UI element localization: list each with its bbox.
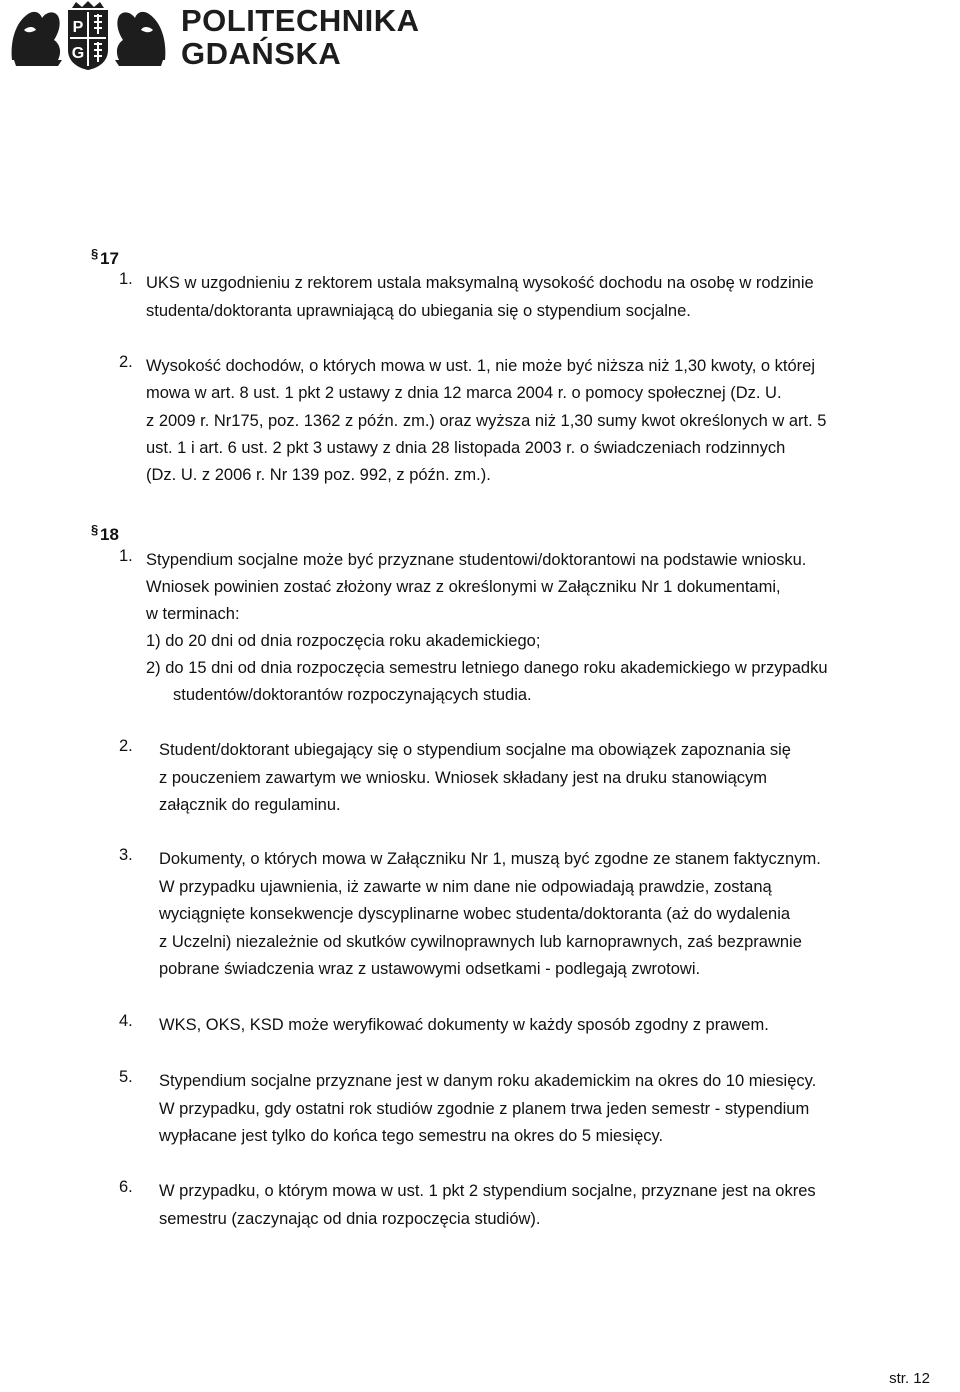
shield-letter-g: G xyxy=(71,45,85,62)
item-number: 2. xyxy=(119,353,133,371)
logo-line-1: POLITECHNIKA xyxy=(181,3,420,38)
item-number: 2. xyxy=(119,737,133,755)
university-logo xyxy=(6,0,426,80)
section-number: 18 xyxy=(100,525,119,544)
item-text: Wysokość dochodów, o których mowa w ust. 1, nie może być niższa niż 1,30 kwoty, o której mowa w art. 8 ust. 1 pkt 2 ustawy z dnia 12 marca 2004 r. o pomocy społecznej (Dz. U. z 2009 r. Nr175, poz. 1362 z późn. zm.) oraz wyższa niż 1,30 sumy kwot określonych w art. 5 ust. 1 i art. 6 ust. 2 pkt 3 ustawy z dnia 28 listopada 2003 r. o świadczeniach rodzinnych (Dz. U. z 2006 r. Nr 139 poz. 992, z późn. zm.). xyxy=(146,357,827,485)
item-text: WKS, OKS, KSD może weryfikować dokumenty w każdy sposób zgodny z prawem. xyxy=(159,1016,769,1034)
crest-emblem-icon xyxy=(6,0,171,72)
section-symbol: § xyxy=(91,246,99,261)
logo-line-2: GDAŃSKA xyxy=(181,36,342,71)
subitem-1: 1) do 20 dni od dnia rozpoczęcia roku akademickiego; xyxy=(146,632,541,650)
item-text: Stypendium socjalne przyznane jest w danym roku akademickim na okres do 10 miesięcy. W przypadku, gdy ostatni rok studiów zgodnie z planem trwa jeden semestr - stypendium wypłacane jest tylko do końca tego semestru na okres do 5 miesięcy. xyxy=(159,1072,817,1145)
subitem-2: 2) do 15 dni od dnia rozpoczęcia semestru letniego danego roku akademickiego w przypadku xyxy=(146,659,828,677)
page-number: str. 12 xyxy=(889,1370,930,1387)
subitem-2-continuation: studentów/doktorantów rozpoczynających studia. xyxy=(173,686,532,704)
item-text: Dokumenty, o których mowa w Załączniku Nr 1, muszą być zgodne ze stanem faktycznym. W przypadku ujawnienia, iż zawarte w nim dane nie odpowiadają prawdzie, zostaną wyciągnięte konsekwencje dyscyplinarne wobec studenta/doktoranta (aż do wydalenia z Uczelni) niezależnie od skutków cywilnoprawnych lub karnoprawnych, zaś bezprawnie pobrane świadczenia wraz z ustawowymi odsetkami - podlegają zwrotowi. xyxy=(159,850,821,978)
item-text: Student/doktorant ubiegający się o stypendium socjalne ma obowiązek zapoznania się z pouczeniem zawartym we wniosku. Wniosek składany jest na druku stanowiącym załącznik do regulaminu. xyxy=(159,741,791,814)
item-number: 4. xyxy=(119,1012,133,1030)
section-number: 17 xyxy=(100,249,119,268)
item-number: 5. xyxy=(119,1068,133,1086)
item-number: 6. xyxy=(119,1178,133,1196)
item-text-line-2: Wniosek powinien zostać złożony wraz z określonymi w Załączniku Nr 1 dokumentami, xyxy=(146,578,781,596)
university-name xyxy=(181,4,420,70)
item-number: 1. xyxy=(119,270,133,288)
shield-letter-p: P xyxy=(72,19,84,36)
item-text-line-3: w terminach: xyxy=(146,605,240,623)
item-text: W przypadku, o którym mowa w ust. 1 pkt 2 stypendium socjalne, przyznane jest na okres semestru (zaczynając od dnia rozpoczęcia studiów). xyxy=(159,1182,816,1228)
item-number: 1. xyxy=(119,547,133,565)
item-number: 3. xyxy=(119,846,133,864)
item-text-line-1: Stypendium socjalne może być przyznane studentowi/doktorantowi na podstawie wniosku. xyxy=(146,551,807,569)
item-text: UKS w uzgodnieniu z rektorem ustala maksymalną wysokość dochodu na osobę w rodzinie studenta/doktoranta uprawniającą do ubiegania się o stypendium socjalne. xyxy=(146,274,814,320)
section-symbol: § xyxy=(91,522,99,537)
